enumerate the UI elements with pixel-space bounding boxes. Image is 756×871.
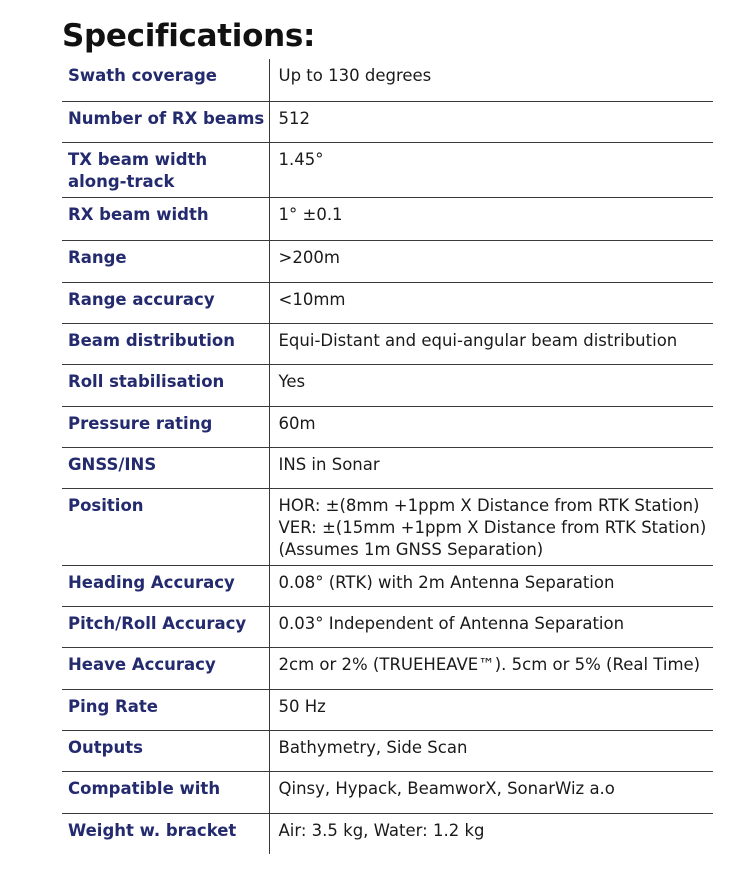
spec-row bbox=[62, 488, 713, 565]
spec-label: TX beam width along-track bbox=[62, 142, 269, 197]
spec-value bbox=[269, 142, 713, 197]
spec-value-line: HOR: ±(8mm +1ppm X Distance from RTK Station) bbox=[278, 495, 700, 515]
spec-label: Roll stabilisation bbox=[62, 364, 269, 406]
spec-label: Pressure rating bbox=[62, 406, 269, 447]
spec-value bbox=[269, 647, 713, 689]
specifications-table bbox=[62, 59, 713, 854]
spec-row bbox=[62, 730, 713, 771]
spec-value bbox=[269, 59, 713, 101]
spec-value-line: 2cm or 2% (TRUEHEAVE™). 5cm or 5% (Real Time) bbox=[278, 654, 701, 674]
spec-label: Number of RX beams bbox=[62, 101, 269, 142]
spec-row bbox=[62, 813, 713, 854]
spec-value-line: 0.03° Independent of Antenna Separation bbox=[278, 613, 625, 633]
spec-value-line: Equi-Distant and equi-angular beam distribution bbox=[278, 330, 678, 350]
spec-row bbox=[62, 323, 713, 364]
spec-value-line: Up to 130 degrees bbox=[278, 66, 432, 85]
spec-label: Heave Accuracy bbox=[62, 647, 269, 689]
spec-value bbox=[269, 406, 713, 447]
spec-label: Weight w. bracket bbox=[62, 813, 269, 854]
spec-row bbox=[62, 282, 713, 323]
spec-row bbox=[62, 406, 713, 447]
spec-value-line: Air: 3.5 kg, Water: 1.2 kg bbox=[278, 820, 485, 840]
spec-label: Outputs bbox=[62, 730, 269, 771]
spec-row bbox=[62, 142, 713, 197]
spec-label: Pitch/Roll Accuracy bbox=[62, 606, 269, 647]
spec-label: GNSS/INS bbox=[62, 447, 269, 488]
spec-row bbox=[62, 101, 713, 142]
spec-row bbox=[62, 647, 713, 689]
spec-value bbox=[269, 488, 713, 565]
spec-label: Ping Rate bbox=[62, 689, 269, 730]
spec-value bbox=[269, 240, 713, 282]
spec-value-line: 512 bbox=[278, 108, 310, 128]
specifications-table-body bbox=[62, 59, 713, 854]
spec-value-line: 1.45° bbox=[278, 149, 324, 169]
spec-value-line: Qinsy, Hypack, BeamworX, SonarWiz a.o bbox=[278, 778, 615, 798]
spec-value-line: 0.08° (RTK) with 2m Antenna Separation bbox=[278, 572, 615, 592]
spec-label: Position bbox=[62, 488, 269, 565]
spec-label: Compatible with bbox=[62, 771, 269, 813]
spec-value bbox=[269, 730, 713, 771]
spec-label: Range accuracy bbox=[62, 282, 269, 323]
spec-row bbox=[62, 565, 713, 606]
spec-value-line: 50 Hz bbox=[278, 696, 326, 716]
spec-row bbox=[62, 447, 713, 488]
spec-label: RX beam width bbox=[62, 197, 269, 240]
spec-value-line: (Assumes 1m GNSS Separation) bbox=[278, 539, 544, 559]
spec-value-line: 1° ±0.1 bbox=[278, 204, 343, 224]
spec-row bbox=[62, 689, 713, 730]
spec-row bbox=[62, 771, 713, 813]
spec-value bbox=[269, 689, 713, 730]
spec-value-line: >200m bbox=[278, 247, 340, 267]
page-title: Specifications: bbox=[62, 18, 316, 54]
spec-label: Beam distribution bbox=[62, 323, 269, 364]
spec-value bbox=[269, 323, 713, 364]
spec-row bbox=[62, 240, 713, 282]
spec-value bbox=[269, 364, 713, 406]
spec-value-line: VER: ±(15mm +1ppm X Distance from RTK Station) bbox=[278, 517, 707, 537]
spec-value-line: Bathymetry, Side Scan bbox=[278, 737, 468, 757]
spec-value bbox=[269, 101, 713, 142]
spec-value bbox=[269, 813, 713, 854]
spec-value bbox=[269, 771, 713, 813]
spec-value bbox=[269, 447, 713, 488]
spec-label: Swath coverage bbox=[62, 59, 269, 101]
spec-value bbox=[269, 606, 713, 647]
spec-value-line: <10mm bbox=[278, 289, 346, 309]
spec-value bbox=[269, 565, 713, 606]
spec-value-line: 60m bbox=[278, 413, 316, 433]
spec-label: Range bbox=[62, 240, 269, 282]
spec-value bbox=[269, 197, 713, 240]
spec-row bbox=[62, 197, 713, 240]
spec-row bbox=[62, 364, 713, 406]
spec-row bbox=[62, 59, 713, 101]
spec-row bbox=[62, 606, 713, 647]
spec-value bbox=[269, 282, 713, 323]
spec-value-line: Yes bbox=[278, 371, 306, 391]
spec-value-line: INS in Sonar bbox=[278, 454, 380, 474]
spec-label: Heading Accuracy bbox=[62, 565, 269, 606]
